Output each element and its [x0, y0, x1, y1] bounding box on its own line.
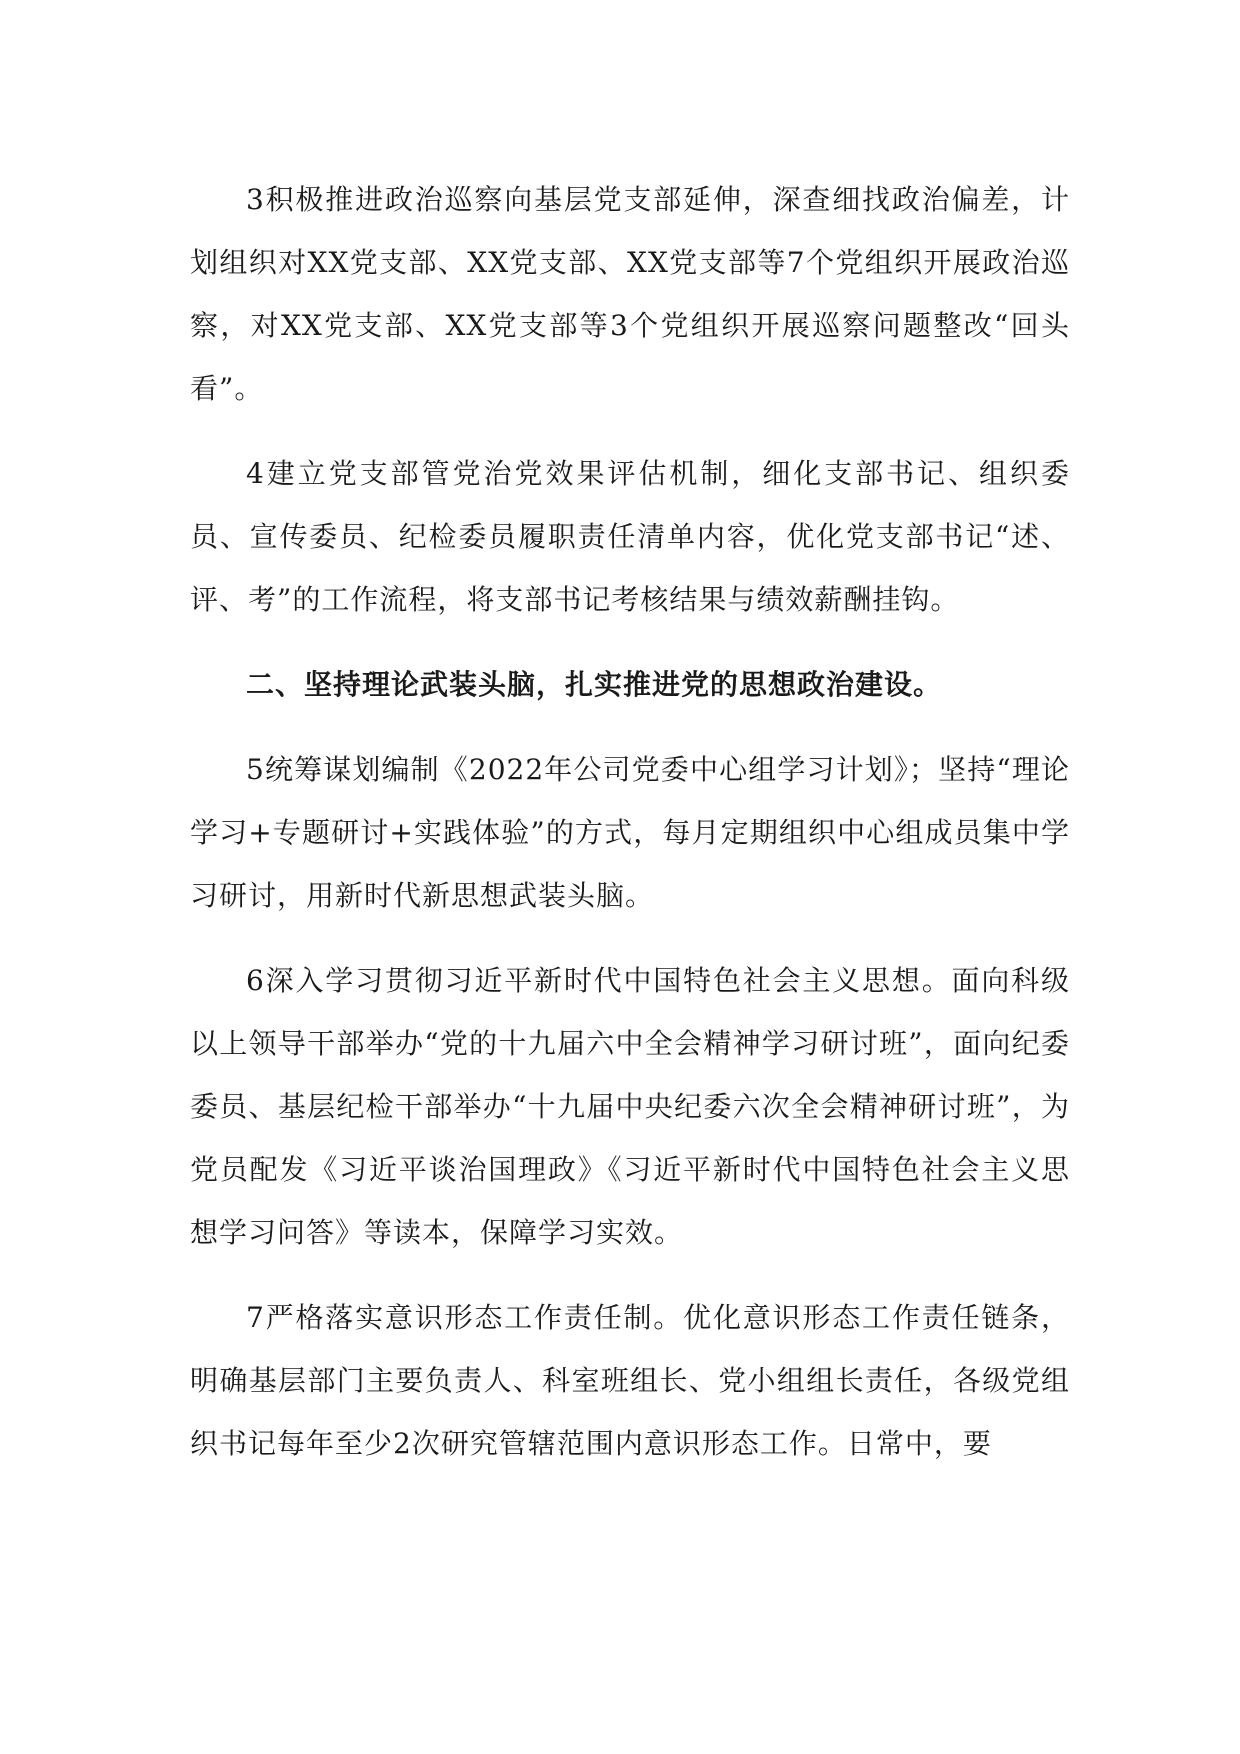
document-body: [190, 168, 1070, 1497]
paragraph-item-7: 7严格落实意识形态工作责任制。优化意识形态工作责任链条，明确基层部门主要负责人、科室班组长、党小组组长责任，各级党组织书记每年至少2次研究管辖范围内意识形态工作。日常中，要: [190, 1301, 1070, 1460]
paragraph-item-5: 5统筹谋划编制《2022年公司党委中心组学习计划》；坚持“理论学习+专题研讨+实践体验”的方式，每月定期组织中心组成员集中学习研讨，用新时代新思想武装头脑。: [190, 753, 1070, 912]
paragraph-item-6: 6深入学习贯彻习近平新时代中国特色社会主义思想。面向科级以上领导干部举办“党的十九届六中全会精神学习研讨班”，面向纪委委员、基层纪检干部举办“十九届中央纪委六次全会精神研讨班”，为党员配发《习近平谈治国理政》《习近平新时代中国特色社会主义思想学习问答》等读本，保障学习实效。: [190, 964, 1070, 1249]
section-heading-2: 二、坚持理论武装头脑，扎实推进党的思想政治建设。: [246, 668, 943, 701]
paragraph-item-3: 3积极推进政治巡察向基层党支部延伸，深查细找政治偏差，计划组织对XX党支部、XX党支部、XX党支部等7个党组织开展政治巡察，对XX党支部、XX党支部等3个党组织开展巡察问题整改“回头看”。: [190, 183, 1070, 405]
paragraph-item-4: 4建立党支部管党治党效果评估机制，细化支部书记、组织委员、宣传委员、纪检委员履职责任清单内容，优化党支部书记“述、评、考”的工作流程，将支部书记考核结果与绩效薪酬挂钩。: [190, 457, 1070, 616]
